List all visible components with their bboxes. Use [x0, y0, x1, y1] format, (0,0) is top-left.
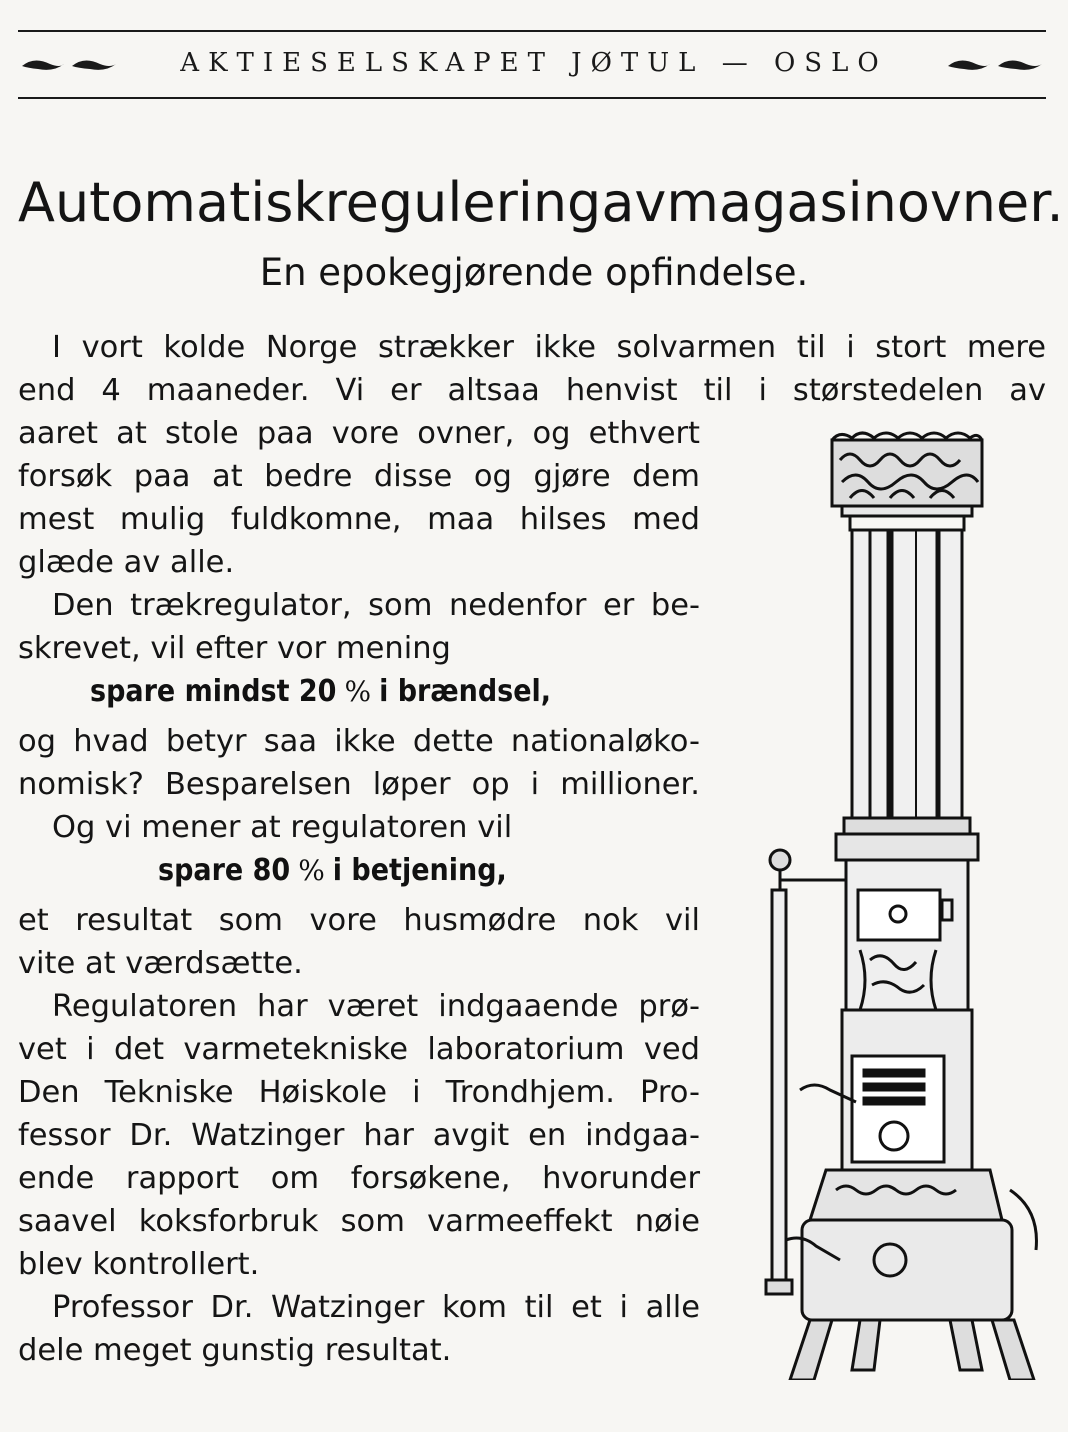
body-line: skrevet, vil efter vor mening [18, 631, 451, 666]
body-line: aaret at stole paa vore ovner, og ethvert [18, 416, 700, 451]
body-line: vite at værdsætte. [18, 946, 303, 981]
body-line: Regulatoren har været indgaaende prø- [52, 989, 700, 1024]
percent-sign: % [344, 675, 372, 708]
body-line: Professor Dr. Watzinger kom til et i alle [52, 1290, 700, 1325]
page-title [18, 168, 1064, 238]
body-line: end 4 maaneder. Vi er altsaa henvist til i størstedelen av [18, 373, 1046, 408]
highlight-text: spare mindst 20 [90, 674, 337, 709]
body-line: dele meget gunstig resultat. [18, 1333, 452, 1368]
body-line: saavel koksforbruk som varmeeffekt nøie [18, 1204, 700, 1239]
title-word: magasinovner. [666, 171, 1064, 234]
highlight-text: i brændsel, [379, 674, 552, 709]
body-line: blev kontrollert. [18, 1247, 260, 1282]
body-line: vet i det varmetekniske laboratorium ved [18, 1032, 700, 1067]
body-line: mest mulig fuldkomne, maa hilses med [18, 502, 700, 537]
body-line: I vort kolde Norge strækker ikke solvarmen til i stort mere [52, 330, 1046, 365]
header-top-rule [18, 30, 1046, 32]
body-line: fessor Dr. Watzinger har avgit en indgaa- [18, 1118, 700, 1153]
body-line: glæde av alle. [18, 545, 235, 580]
body-line: Den trækregulator, som nedenfor er be- [52, 588, 700, 623]
body-line: og hvad betyr saa ikke dette nationaløko- [18, 724, 700, 759]
body-line: forsøk paa at bedre disse og gjøre dem [18, 459, 700, 494]
title-word: av [601, 171, 667, 234]
body-line: ende rapport om forsøkene, hvorunder [18, 1161, 700, 1196]
title-word: regulering [324, 171, 602, 234]
title-word: Automatisk [18, 171, 325, 234]
body-line: et resultat som vore husmødre nok vil [18, 903, 700, 938]
leaf-ornament-icon [946, 56, 1046, 76]
percent-sign: % [298, 854, 325, 887]
highlight-text: i betjening, [332, 853, 507, 888]
body-line: Den Tekniske Høiskole i Trondhjem. Pro- [18, 1075, 700, 1110]
magazine-stove-illustration [740, 420, 1060, 1380]
page-subtitle: En epokegjørende opfindelse. [259, 251, 809, 294]
highlight-fuel-saving [90, 672, 551, 712]
body-line: nomisk? Besparelsen løper op i millioner. [18, 767, 700, 802]
header-bottom-rule [18, 97, 1046, 99]
highlight-text: spare 80 [158, 853, 291, 888]
body-line: Og vi mener at regulatoren vil [52, 810, 513, 845]
header-company-name: AKTIESELSKAPET JØTUL — OSLO [180, 48, 888, 78]
highlight-service-saving [158, 851, 507, 891]
